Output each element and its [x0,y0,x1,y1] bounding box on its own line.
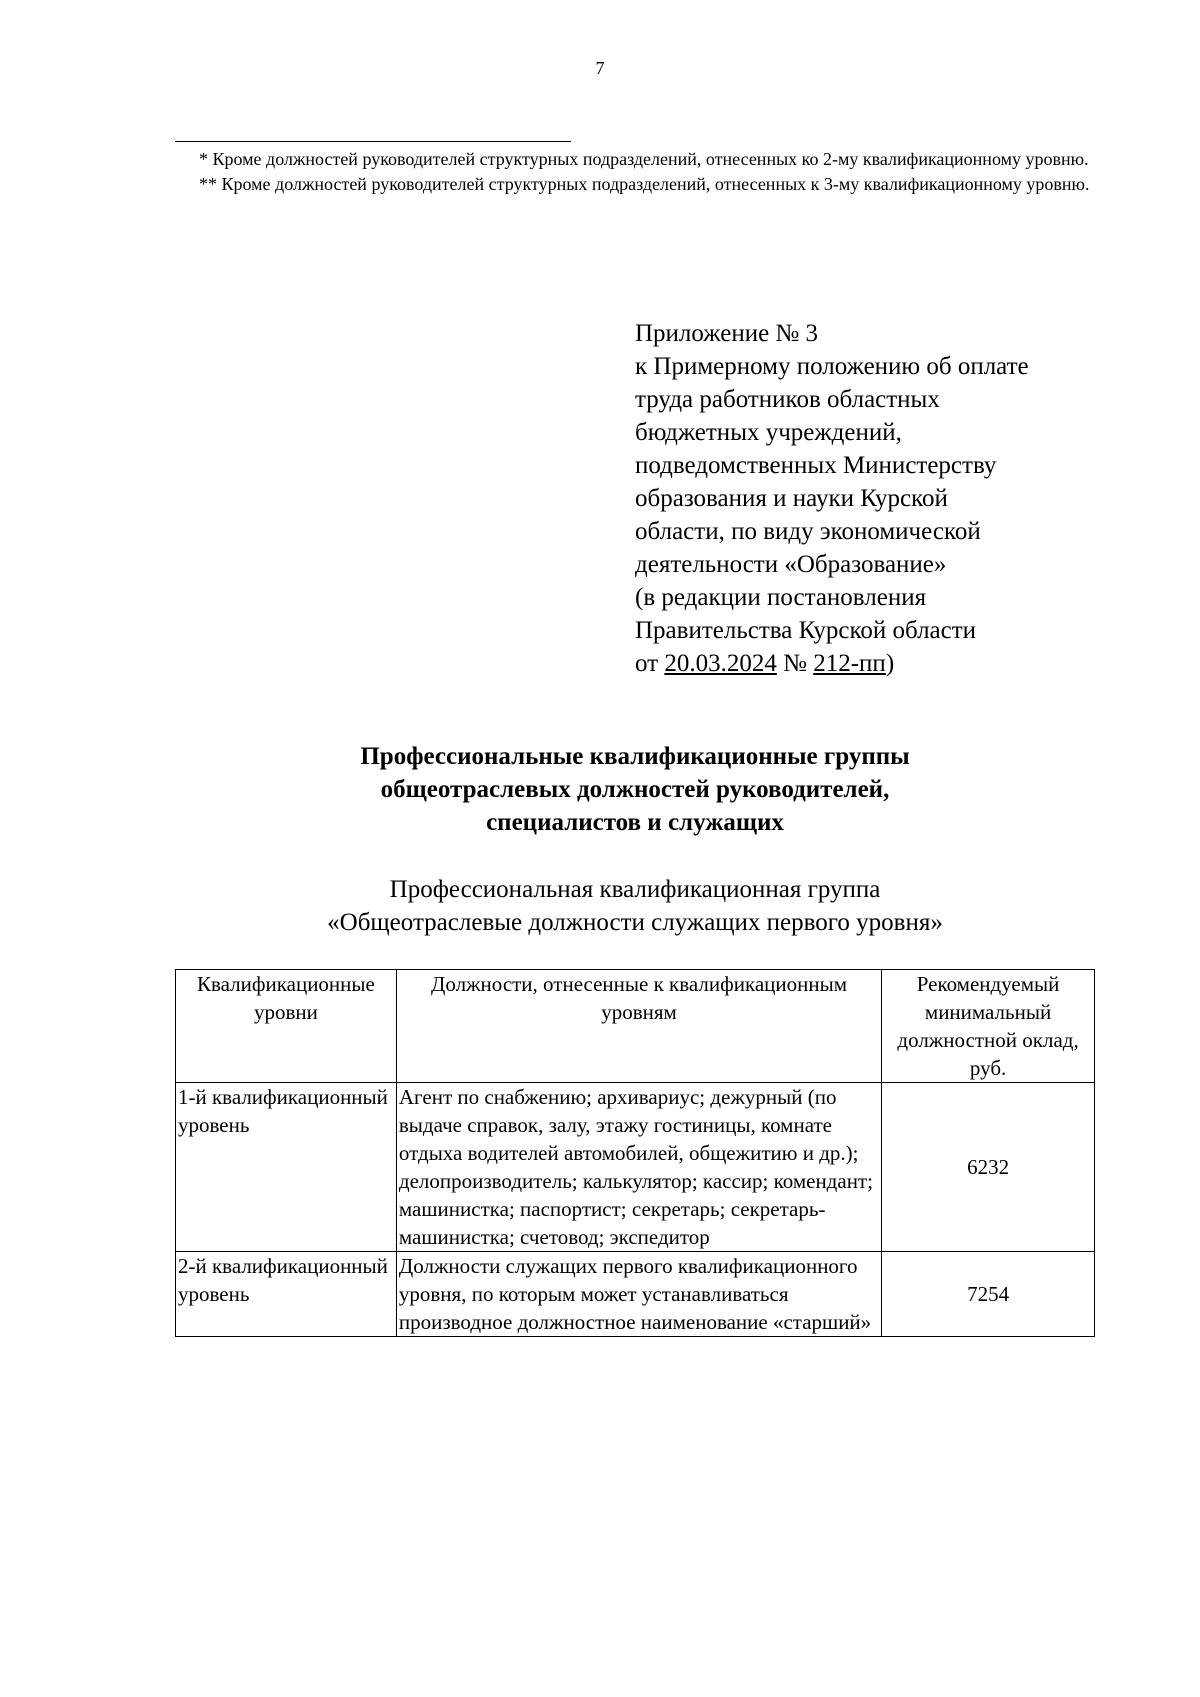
appendix-line: бюджетных учреждений, [635,419,902,446]
table-row [176,1252,1095,1337]
row-salary: 6232 [882,1083,1095,1252]
decree-prefix: от [635,650,665,677]
appendix-line: деятельности «Образование» [635,551,947,578]
main-title-line: Профессиональные квалификационные группы [360,743,910,770]
decree-date: 20.03.2024 [664,650,777,677]
header-levels: Квалификационные уровни [176,970,397,1083]
decree-number-sign: № [776,650,814,677]
footnote-1: * Кроме должностей руководителей структурных подразделений, отнесенных ко 2-му квалификационному уровню. [199,149,1089,169]
main-title-line: специалистов и служащих [486,809,784,836]
appendix-line: (в редакции постановления [635,584,927,611]
appendix-header [635,317,1135,680]
row-level: 2-й квалификационный уровень [176,1252,397,1337]
header-positions: Должности, отнесенные к квалификационным уровням [396,970,881,1083]
appendix-decree-line [635,647,1135,680]
decree-closing: ) [885,650,895,677]
group-title [175,873,1095,939]
page-number: 7 [595,58,605,78]
decree-number: 212-пп [813,650,886,677]
group-title-line: Профессиональная квалификационная группа [389,876,881,903]
appendix-line: образования и науки Курской [635,485,948,512]
group-title-line: «Общеотраслевые должности служащих первого уровня» [327,909,943,936]
appendix-line: Правительства Курской области [635,617,977,644]
header-salary: Рекомендуемый минимальный должностной оклад, руб. [882,970,1095,1083]
appendix-line: области, по виду экономической [635,518,981,545]
table-row [176,1083,1095,1252]
appendix-line: труда работников областных [635,386,940,413]
row-positions: Должности служащих первого квалификационного уровня, по которым может устанавливаться производное должностное наименование «старший» [396,1252,881,1337]
appendix-line: подведомственных Министерству [635,452,997,479]
row-level: 1-й квалификационный уровень [176,1083,397,1252]
footnote-2: ** Кроме должностей руководителей структурных подразделений, отнесенных к 3-му квалификационному уровню. [199,174,1090,194]
footnote-separator [175,141,571,142]
row-positions: Агент по снабжению; архивариус; дежурный (по выдаче справок, залу, этажу гостиницы, комнате отдыха водителей автомобилей, общежитию и др.); делопроизводитель; калькулятор; кассир; комендант; машинистка; паспортист; секретарь; секретарь-машинистка; счетовод; экспедитор [396,1083,881,1252]
qualification-table [175,969,1095,1337]
main-title [175,740,1095,839]
appendix-line: Приложение № 3 [635,320,819,347]
main-title-line: общеотраслевых должностей руководителей, [380,776,890,803]
footnotes [175,147,1095,197]
row-salary: 7254 [882,1252,1095,1337]
appendix-line: к Примерному положению об оплате [635,353,1029,380]
table-header-row [176,970,1095,1083]
